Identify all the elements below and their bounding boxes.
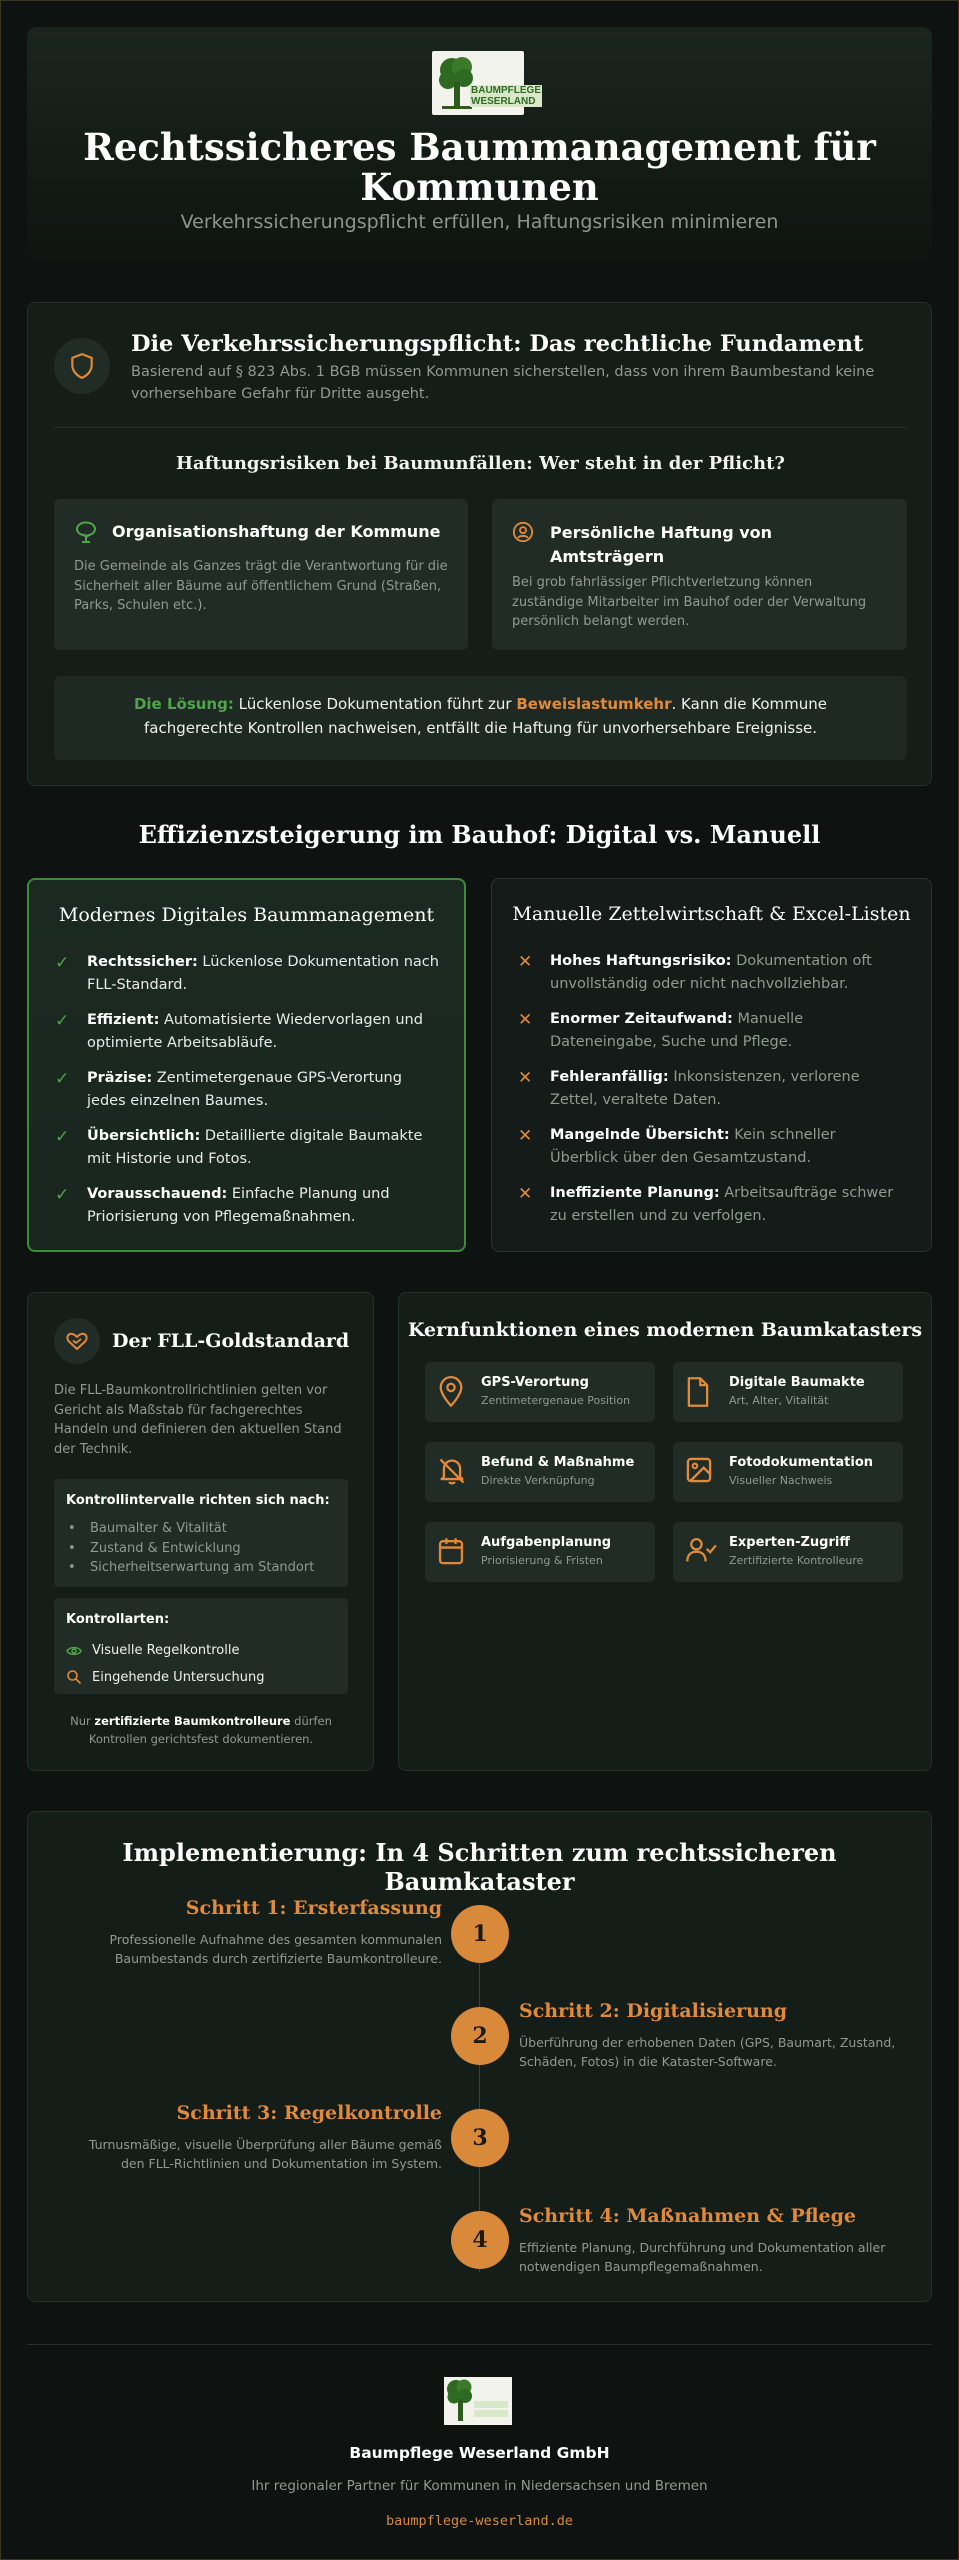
intervals-list xyxy=(66,1519,314,1578)
step-number-4: 4 xyxy=(451,2211,509,2269)
check-icon: ✓ xyxy=(55,1011,70,1031)
manual-item xyxy=(518,1182,908,1240)
control-type-detailed xyxy=(66,1669,265,1685)
solution-text-after: . Kann die Kommune fachgerechte Kontrollen nachweisen, entfällt die Haftung für unvorhersehbare Ereignisse. xyxy=(143,695,828,737)
digital-item xyxy=(55,1009,445,1067)
company-logo[interactable] xyxy=(432,51,541,115)
manual-item xyxy=(518,1066,908,1124)
solution-text-before: Lückenlose Dokumentation führt zur xyxy=(233,695,517,713)
feature-title: Aufgabenplanung xyxy=(481,1535,612,1550)
manual-item xyxy=(518,1008,908,1066)
heart-hands-icon xyxy=(65,1330,89,1352)
solution-callout xyxy=(54,676,907,760)
step-text-3: Turnusmäßige, visuelle Überprüfung aller Bäume gemäß den FLL-Richtlinien und Dokumentation im System. xyxy=(88,2137,442,2171)
digital-item-term: Vorausschauend: xyxy=(87,1186,228,1202)
liability-card-text: Die Gemeinde als Ganzes trägt die Verantwortung für die Sicherheit aller Bäume auf öffentlichem Grund (Straßen, Parks, Schulen etc.). xyxy=(74,559,448,613)
liability-card-text: Bei grob fahrlässiger Pflichtverletzung können zuständige Mitarbeiter im Bauhof oder der Verwaltung persönlich belangt werden. xyxy=(512,575,867,629)
check-icon: ✓ xyxy=(55,1069,70,1089)
step-number-2: 2 xyxy=(451,2007,509,2065)
footer-company: Baumpflege Weserland GmbH xyxy=(349,2444,610,2462)
step-number-3: 3 xyxy=(451,2109,509,2167)
digital-item-desc: Zentimetergenaue GPS-Verortung jedes einzelnen Baumes. xyxy=(87,1070,402,1109)
step-text-1: Professionelle Aufnahme des gesamten kommunalen Baumbestands durch zertifizierte Baumkontrolleure. xyxy=(109,1932,442,1966)
cross-icon: ✕ xyxy=(518,1184,533,1204)
check-icon: ✓ xyxy=(55,1185,70,1205)
step-title-3: Schritt 3: Regelkontrolle xyxy=(176,2102,442,2124)
solution-label: Die Lösung: xyxy=(133,695,234,713)
features-title: Kernfunktionen eines modernen Baumkatasters xyxy=(407,1319,923,1341)
check-icon: ✓ xyxy=(55,953,70,973)
control-types-box xyxy=(54,1598,348,1694)
step-title-4: Schritt 4: Maßnahmen & Pflege xyxy=(519,2205,857,2227)
digital-heading: Modernes Digitales Baummanagement xyxy=(58,904,435,926)
logo-text-line1: BAUMPFLEGE xyxy=(471,85,541,96)
user-check-icon xyxy=(685,1536,717,1564)
digital-item-term: Effizient: xyxy=(87,1012,160,1028)
intervals-title: Kontrollintervalle richten sich nach: xyxy=(66,1493,330,1508)
fll-title: Der FLL-Goldstandard xyxy=(112,1330,350,1352)
interval-item: • Zustand & Entwicklung xyxy=(66,1539,314,1559)
shield-icon xyxy=(69,352,95,380)
manual-item xyxy=(518,1124,908,1182)
digital-item xyxy=(55,1183,445,1241)
digital-item-desc: Lückenlose Dokumentation nach FLL-Standard. xyxy=(87,954,439,993)
manual-item-desc: Inkonsistenzen, verlorene Zettel, veraltete Daten. xyxy=(550,1069,860,1108)
duty-lead: Basierend auf § 823 Abs. 1 BGB müssen Kommunen sicherstellen, dass von ihrem Baumbestand keine vorhersehbare Gefahr für Dritte ausgeht. xyxy=(131,364,875,402)
manual-item-term: Enormer Zeitaufwand: xyxy=(550,1011,733,1027)
cross-icon: ✕ xyxy=(518,1126,533,1146)
shield-icon-circle xyxy=(54,338,110,394)
comparison-title: Effizienzsteigerung im Bauhof: Digital vs. Manuell xyxy=(138,820,821,849)
manual-card xyxy=(491,878,932,1252)
digital-item xyxy=(55,1125,445,1183)
manual-item-term: Fehleranfällig: xyxy=(550,1069,669,1085)
duty-divider xyxy=(54,427,907,428)
feature-gps xyxy=(425,1362,655,1422)
digital-item-desc: Detaillierte digitale Baumakte mit Historie und Fotos. xyxy=(87,1128,423,1167)
step-text-2: Überführung der erhobenen Daten (GPS, Baumart, Zustand, Schäden, Fotos) in die Kataster-Software. xyxy=(519,2035,896,2069)
digital-card xyxy=(27,878,466,1252)
liability-card-title: Organisationshaftung der Kommune xyxy=(112,522,441,541)
feature-subtitle: Zertifizierte Kontrolleure xyxy=(729,1554,864,1567)
control-type-label: Eingehende Untersuchung xyxy=(92,1669,265,1685)
manual-item-term: Ineffiziente Planung: xyxy=(550,1185,720,1201)
feature-title: Digitale Baumakte xyxy=(729,1375,865,1390)
manual-item-term: Hohes Haftungsrisiko: xyxy=(550,953,732,969)
tree-icon xyxy=(74,520,98,544)
intervals-box xyxy=(54,1479,348,1587)
liability-card-officials xyxy=(492,499,907,650)
feature-tasks xyxy=(425,1522,655,1582)
digital-item-term: Rechtssicher: xyxy=(87,954,198,970)
fll-section xyxy=(27,1292,374,1771)
page-subtitle: Verkehrssicherungspflicht erfüllen, Haftungsrisiken minimieren xyxy=(180,211,779,233)
solution-highlight: Beweislastumkehr xyxy=(516,695,672,713)
cross-icon: ✕ xyxy=(518,952,533,972)
feature-photo xyxy=(673,1442,903,1502)
digital-item-term: Präzise: xyxy=(87,1070,153,1086)
fll-intro: Die FLL-Baumkontrollrichtlinien gelten vor Gericht als Maßstab für fachgerechtes Handeln und definieren den aktuellen Stand der Technik. xyxy=(54,1383,342,1457)
manual-heading: Manuelle Zettelwirtschaft & Excel-Listen xyxy=(512,903,911,925)
eye-icon xyxy=(66,1645,82,1657)
map-pin-icon xyxy=(437,1376,465,1408)
feature-subtitle: Visueller Nachweis xyxy=(729,1474,833,1487)
feature-title: Befund & Maßnahme xyxy=(481,1455,635,1470)
feature-title: Fotodokumentation xyxy=(729,1455,874,1470)
digital-item-term: Übersichtlich: xyxy=(87,1128,201,1144)
cross-icon: ✕ xyxy=(518,1068,533,1088)
hero-header xyxy=(27,27,932,259)
fll-note-bold: zertifizierte Baumkontrolleure xyxy=(94,1714,291,1728)
features-section xyxy=(398,1292,932,1771)
fll-note-after: dürfen Kontrollen gerichtsfest dokumentieren. xyxy=(88,1714,332,1746)
bell-off-icon xyxy=(437,1456,467,1486)
feature-subtitle: Direkte Verknüpfung xyxy=(481,1474,595,1487)
feature-expert xyxy=(673,1522,903,1582)
feature-tree-file xyxy=(673,1362,903,1422)
logo-text-line2: WESERLAND xyxy=(470,96,542,107)
manual-item-term: Mangelnde Übersicht: xyxy=(550,1127,730,1143)
implementation-title: Implementierung: In 4 Schritten zum rechtssicheren Baumkataster xyxy=(122,1838,837,1896)
person-icon xyxy=(512,521,534,543)
control-types-title: Kontrollarten: xyxy=(66,1612,170,1627)
feature-findings xyxy=(425,1442,655,1502)
image-icon xyxy=(685,1456,713,1484)
digital-list xyxy=(55,951,445,1241)
liability-card-municipality xyxy=(54,499,468,650)
step-text-4: Effiziente Planung, Durchführung und Dokumentation aller notwendigen Baumpflegemaßnahmen. xyxy=(519,2240,886,2274)
manual-item-desc: Manuelle Dateneingabe, Suche und Pflege. xyxy=(550,1011,804,1050)
step-title-1: Schritt 1: Ersterfassung xyxy=(185,1897,442,1919)
footer-logo[interactable] xyxy=(444,2377,512,2425)
footer-tagline: Ihr regionaler Partner für Kommunen in Niedersachsen und Bremen xyxy=(251,2478,708,2494)
digital-item-desc: Einfache Planung und Priorisierung von Pflegemaßnahmen. xyxy=(87,1186,390,1225)
manual-list xyxy=(518,950,908,1240)
interval-item: • Baumalter & Vitalität xyxy=(66,1519,314,1539)
file-icon xyxy=(685,1376,711,1408)
footer-divider xyxy=(27,2344,932,2345)
fll-icon-circle xyxy=(54,1318,100,1364)
digital-item xyxy=(55,1067,445,1125)
duty-section xyxy=(27,302,932,786)
fll-note xyxy=(54,1712,348,1748)
footer-url-link[interactable]: baumpflege-weserland.de xyxy=(386,2513,573,2529)
control-type-visual xyxy=(66,1643,239,1658)
calendar-icon xyxy=(437,1536,465,1566)
feature-title: GPS-Verortung xyxy=(481,1375,589,1390)
control-type-label: Visuelle Regelkontrolle xyxy=(92,1643,240,1658)
step-title-2: Schritt 2: Digitalisierung xyxy=(519,2000,787,2022)
manual-item xyxy=(518,950,908,1008)
digital-item xyxy=(55,951,445,1009)
feature-title: Experten-Zugriff xyxy=(729,1535,850,1550)
logo-wordmark xyxy=(470,85,542,107)
implementation-section xyxy=(27,1811,932,2302)
tree-logo-icon xyxy=(444,2377,512,2425)
feature-subtitle: Zentimetergenaue Position xyxy=(481,1394,631,1407)
feature-subtitle: Art, Alter, Vitalität xyxy=(729,1394,829,1407)
cross-icon: ✕ xyxy=(518,1010,533,1030)
digital-item-desc: Automatisierte Wiedervorlagen und optimierte Arbeitsabläufe. xyxy=(87,1012,423,1051)
check-icon: ✓ xyxy=(55,1127,70,1147)
page-title: Rechtssicheres Baummanagement für Kommunen xyxy=(83,125,876,209)
manual-item-desc: Kein schneller Überblick über den Gesamtzustand. xyxy=(550,1127,836,1166)
interval-item: • Sicherheitserwartung am Standort xyxy=(66,1558,314,1578)
duty-title: Die Verkehrssicherungspflicht: Das rechtliche Fundament xyxy=(131,331,864,357)
manual-item-desc: Dokumentation oft unvollständig oder nicht nachvollziehbar. xyxy=(550,953,872,992)
step-number-1: 1 xyxy=(451,1905,509,1963)
manual-item-desc: Arbeitsaufträge schwer zu erstellen und zu verfolgen. xyxy=(550,1185,894,1224)
fll-note-before: Nur xyxy=(70,1714,95,1728)
feature-subtitle: Priorisierung & Fristen xyxy=(481,1554,603,1567)
liability-card-title: Persönliche Haftung von Amtsträgern xyxy=(550,523,773,566)
magnifier-icon xyxy=(66,1669,82,1685)
risk-heading: Haftungsrisiken bei Baumunfällen: Wer steht in der Pflicht? xyxy=(176,453,785,474)
